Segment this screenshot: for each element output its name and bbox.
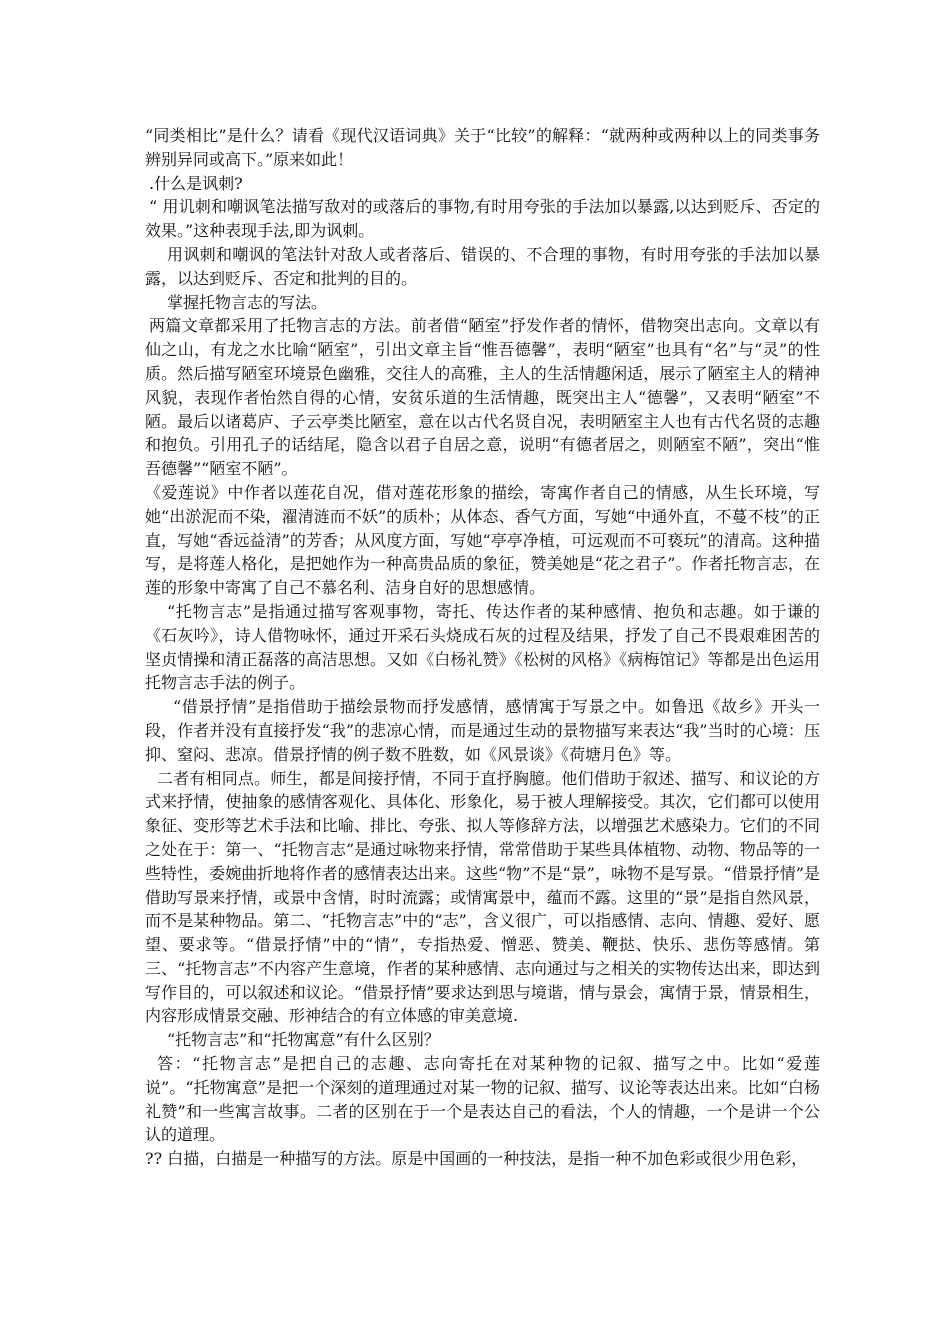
paragraph-loushi-analysis: 两篇文章都采用了托物言志的方法。前者借“陋室”抒发作者的情怀，借物突出志向。文章以有仙之山，有龙之水比喻“陋室”，引出文章主旨“惟吾德馨”，表明“陋室”也具有“名”与“灵”的性质。然后描写陋室环境景色幽雅，交往人的高雅，主人的生活情趣闲适，展示了陋室主人的精神风貌，表现作者怡然自得的心情，安贫乐道的生活情趣，既突出主人“德馨”，又表明“陋室”不陋。最后以诸葛庐、子云亭类比陋室，意在以古代名贤自况，表明陋室主人也有古代名贤的志趣和抱负。引用孔子的话结尾，隐含以君子自居之意，说明“有德者居之，则陋室不陋”，突出“惟吾德馨”“陋室不陋”。 — [145, 316, 820, 479]
paragraph-difference-answer: 答：“托物言志”是把自己的志趣、志向寄托在对某种物的记叙、描写之中。比如“爱莲说”。“托物寓意”是把一个深刻的道理通过对某一物的记叙、描写、议论等表达出来。比如“白杨礼赞”和一些寓言故事。二者的区别在于一个是表达自己的看法，个人的情趣，一个是讲一个公认的道理。 — [145, 1054, 820, 1145]
paragraph-difference-question: “托物言志”和“托物寓意”有什么区别？ — [167, 1030, 440, 1050]
paragraph-baimiao: ?? 白描，白描是一种描写的方法。原是中国画的一种技法，是指一种不加色彩或很少用色彩， — [145, 1149, 808, 1169]
paragraph-comparison-detail: 二者有相同点。师生，都是间接抒情，不同于直抒胸臆。他们借助于叙述、描写、和议论的方式来抒情，使抽象的感情客观化、具体化、形象化，易于被人理解接受。其次，它们都可以使用象征、变形等艺术手法和比喻、排比、夸张、拟人等修辞方法，以增强艺术感染力。它们的不同之处在于：第一、“托物言志”是通过咏物来抒情，常常借助于某些具体植物、动物、物品等的一些特性，委婉曲折地将作者的感情表达出来。这些“物”不是“景”，咏物不是写景。“借景抒情”是借助写景来抒情，或景中含情，时时流露；或情寓景中，蕴而不露。这里的“景”是指自然风景，而不是某种物品。第二、“托物言志”中的“志”，含义很广，可以指感情、志向、情趣、爱好、愿望、要求等。“借景抒情”中的“情”，专指热爱、憎恶、赞美、鞭挞、快乐、悲伤等感情。第三、“托物言志”不内容产生意境，作者的某种感情、志向通过与之相关的实物传达出来，即达到写作目的，可以叙述和议论。“借景抒情”要求达到思与境谐，情与景会，寓情于景，情景相生，内容形成情景交融、形神结合的有立体感的审美意境. — [145, 768, 820, 1026]
document-body — [145, 124, 820, 1171]
paragraph-jiejing-definition: “借景抒情”是指借助于描绘景物而抒发感情，感情寓于写景之中。如鲁迅《故乡》开头一段，作者并没有直接抒发“我”的悲凉心情，而是通过生动的景物描写来表达“我”当时的心境：压抑、窒闷、悲凉。借景抒情的例子数不胜数，如《风景谈》《荷塘月色》等。 — [145, 697, 820, 764]
paragraph-comparison-definition: “同类相比”是什么？请看《现代汉语词典》关于“比较”的解释：“就两种或两种以上的同类事务辨别异同或高下。”原来如此！ — [145, 126, 820, 169]
paragraph-ailian-analysis: 《爱莲说》中作者以莲花自况，借对莲花形象的描绘，寄寓作者自己的情感，从生长环境，写她“出淤泥而不染，濯清涟而不妖”的质朴；从体态、香气方面，写她“中通外直，不蔓不枝”的正直，写她“香远益清”的芳香；从风度方面，写她“亭亭净植，可远观而不可亵玩”的清高。这种描写，是将莲人格化，是把她作为一种高贵品质的象征，赞美她是“花之君子”。作者托物言志，在莲的形象中寄寓了自己不慕名利、洁身自好的思想感情。 — [145, 482, 820, 598]
paragraph-heading-tuowu: 掌握托物言志的写法。 — [167, 292, 328, 312]
paragraph-tuowu-definition: “托物言志”是指通过描写客观事物，寄托、传达作者的某种感情、抱负和志趣。如于谦的《石灰吟》，诗人借物咏怀，通过开采石头烧成石灰的过程及结果，抒发了自己不畏艰难困苦的坚贞情操和清正磊落的高洁思想。又如《白杨礼赞》《松树的风格》《病梅馆记》等都是出色运用托物言志手法的例子。 — [145, 601, 820, 693]
paragraph-satire-question: .什么是讽刺? — [149, 173, 243, 193]
paragraph-satire-purpose: 用讽刺和嘲讽的笔法针对敌人或者落后、错误的、不合理的事物，有时用夸张的手法加以暴露，以达到贬斥、否定和批判的目的。 — [145, 244, 820, 288]
paragraph-satire-definition: “ 用讥刺和嘲讽笔法描写敌对的或落后的事物,有时用夸张的手法加以暴露,以达到贬斥、否定的效果。”这种表现手法,即为讽刺。 — [145, 197, 820, 241]
